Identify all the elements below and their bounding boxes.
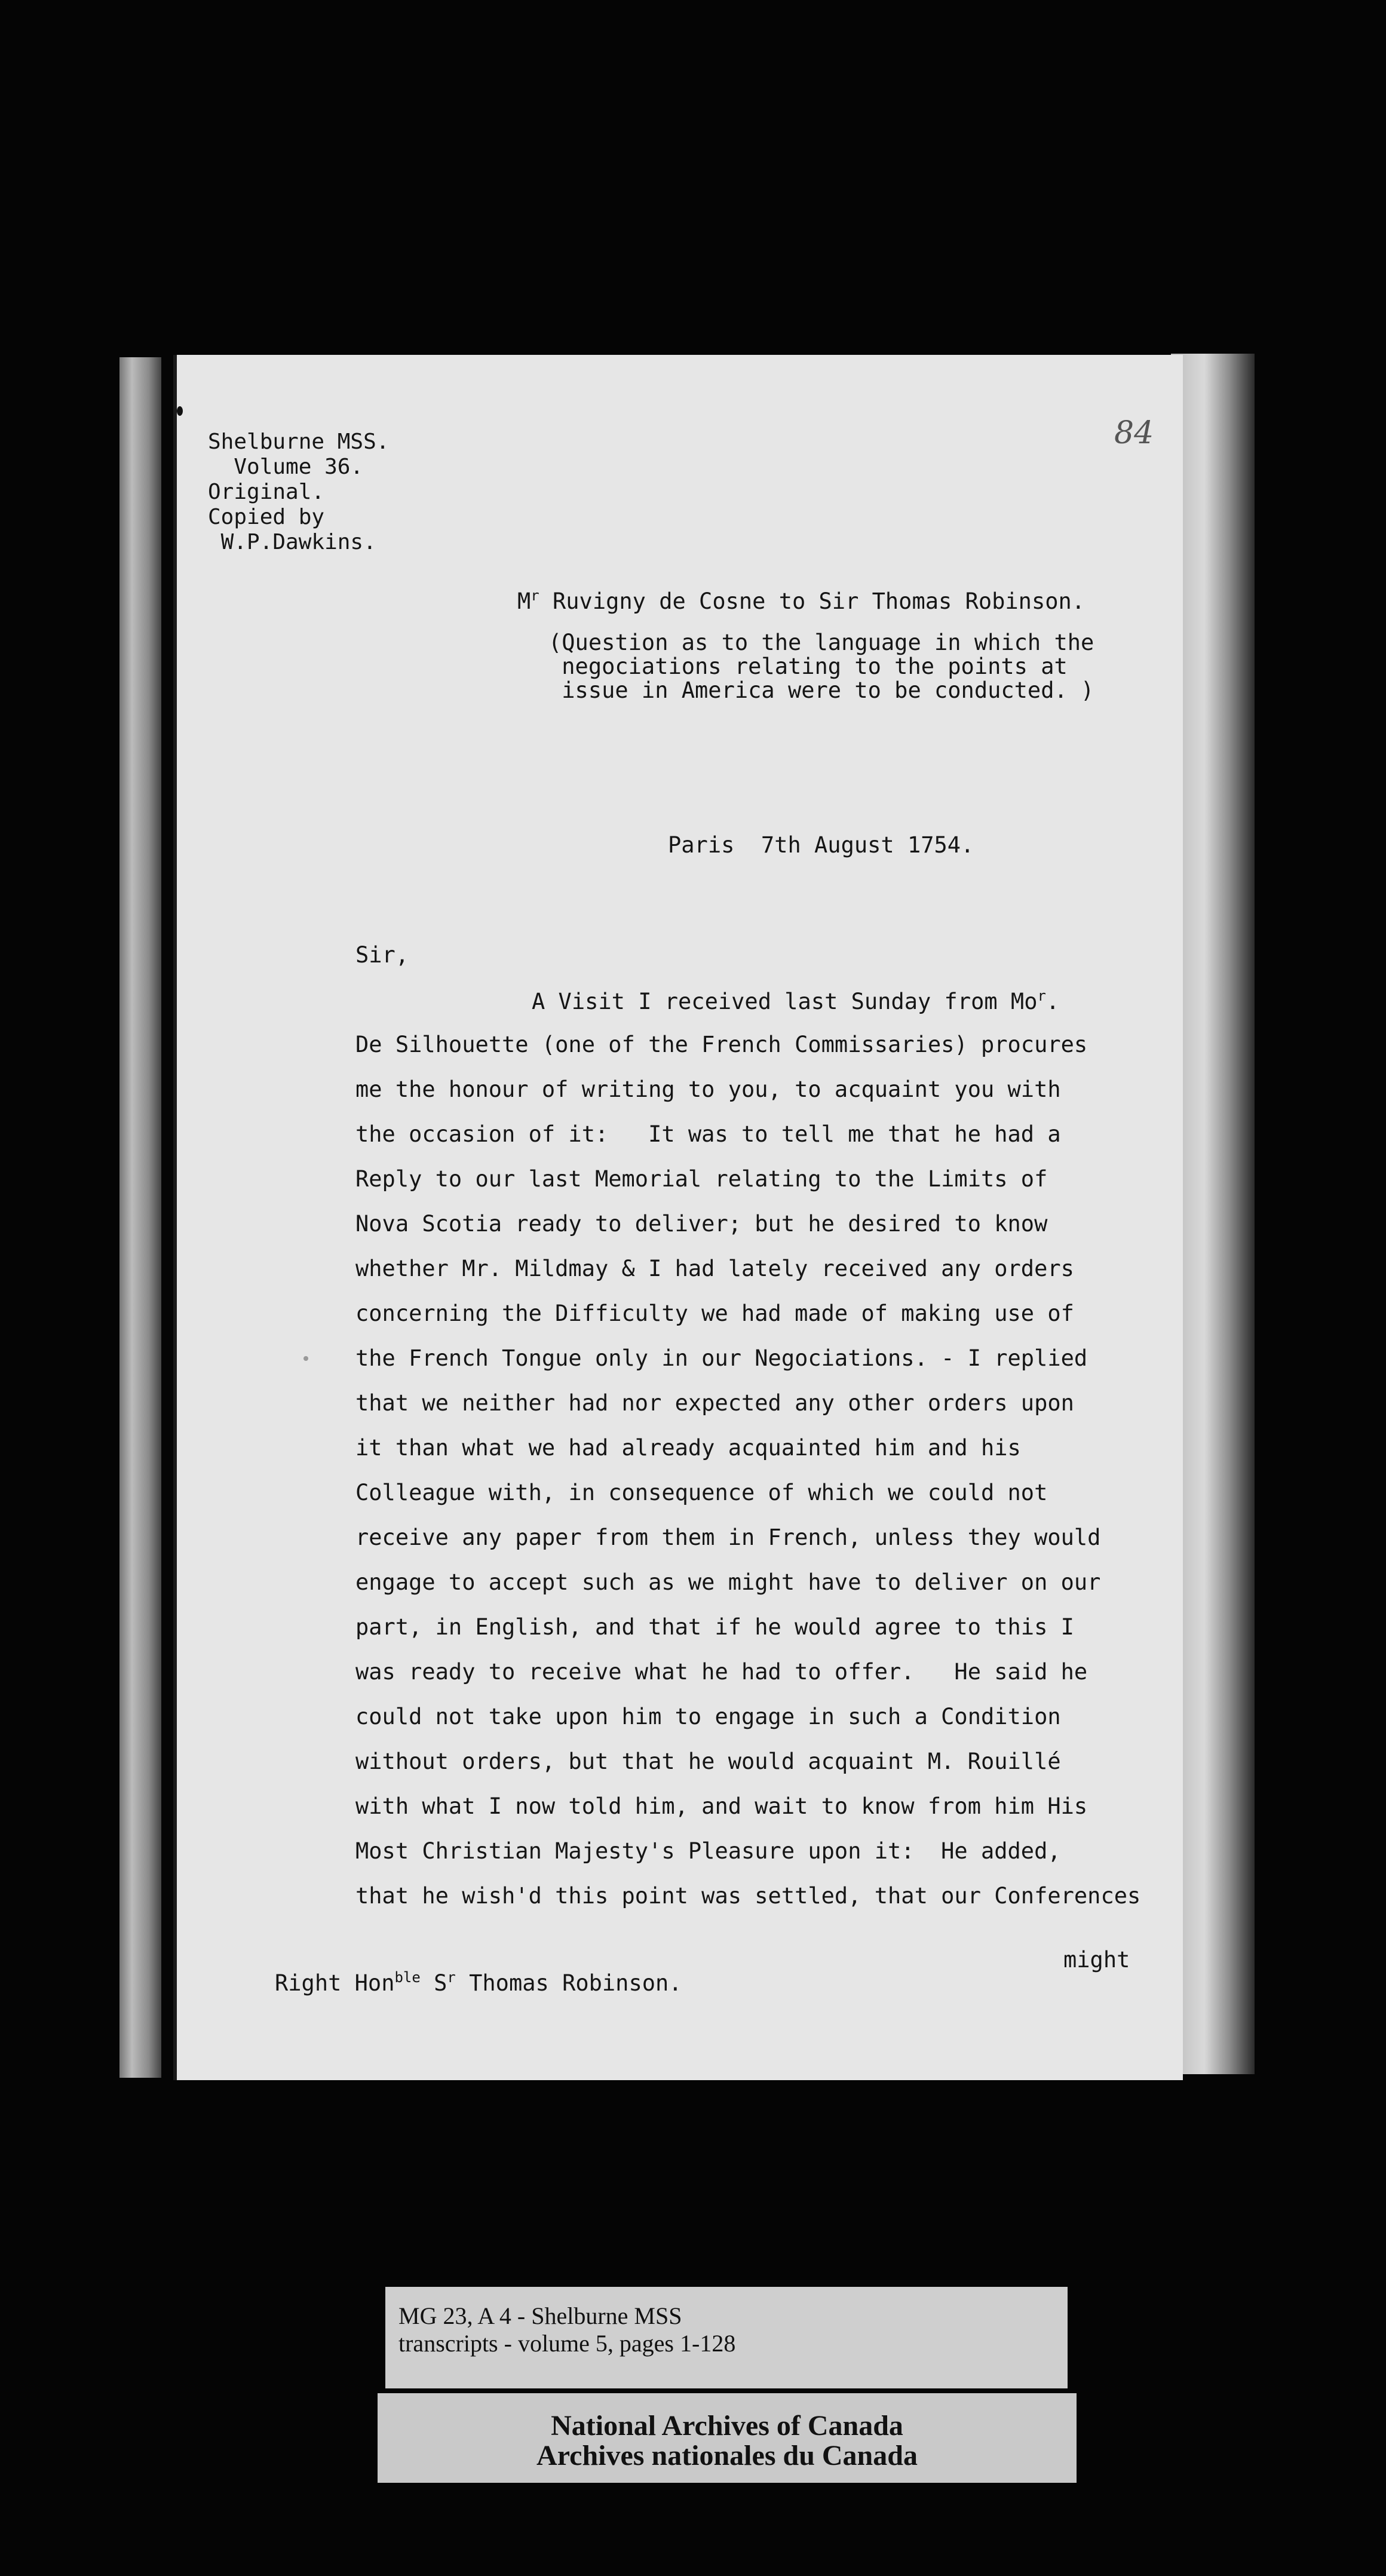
title-sup: r: [531, 587, 539, 604]
source-line-2: Volume 36.: [208, 455, 364, 479]
institution-line-2: Archives nationales du Canada: [536, 2440, 918, 2471]
dateline: Paris 7th August 1754.: [668, 832, 974, 858]
body-first-sup: r: [1037, 988, 1046, 1004]
body-line: De Silhouette (one of the French Commissaries) procures: [355, 1032, 1088, 1057]
body-line: receive any paper from them in French, unless they would: [355, 1525, 1101, 1550]
addressee: [275, 1970, 682, 1994]
source-line-1: Shelburne MSS.: [208, 430, 390, 454]
addressee-sup-1: ble: [394, 1969, 421, 1986]
body-line: Colleague with, in consequence of which we could not: [355, 1480, 1048, 1505]
body-line: part, in English, and that if he would agree to this I: [355, 1614, 1074, 1640]
body-line: could not take upon him to engage in such a Condition: [355, 1704, 1061, 1729]
archive-reference-label: [385, 2287, 1068, 2388]
body-line: whether Mr. Mildmay & I had lately received any orders: [355, 1256, 1074, 1281]
book-edge-left: [119, 357, 161, 2078]
subtitle-line-2: negociations relating to the points at: [548, 654, 1068, 679]
page-speck: [303, 1356, 308, 1361]
letter-title: [517, 588, 1085, 612]
catchword: might: [1063, 1947, 1130, 1973]
body-line-0: [532, 989, 1059, 1013]
archive-reference-line-1: MG 23, A 4 - Shelburne MSS: [398, 2302, 682, 2329]
body-line: was ready to receive what he had to offer. He said he: [355, 1659, 1088, 1685]
folio-number: 84: [1114, 415, 1154, 451]
body-line: Most Christian Majesty's Pleasure upon it: He added,: [355, 1838, 1061, 1864]
institution-label: [378, 2393, 1077, 2483]
body-line: with what I now told him, and wait to know from him His: [355, 1793, 1088, 1819]
page-mark: [177, 406, 183, 416]
source-line-3: Original.: [208, 480, 325, 504]
body-line: that he wish'd this point was settled, that our Conferences: [355, 1883, 1141, 1909]
archive-reference-line-2: transcripts - volume 5, pages 1-128: [398, 2330, 736, 2357]
source-line-5: W.P.Dawkins.: [208, 530, 376, 554]
body-line: Nova Scotia ready to deliver; but he desired to know: [355, 1211, 1048, 1237]
addressee-post: Thomas Robinson.: [455, 1970, 682, 1996]
body-line: Reply to our last Memorial relating to the Limits of: [355, 1166, 1048, 1192]
body-line: the occasion of it: It was to tell me that he had a: [355, 1121, 1061, 1147]
addressee-mid: S: [420, 1970, 447, 1996]
title-pre: M: [517, 588, 531, 614]
body-line: that we neither had nor expected any other orders upon: [355, 1390, 1074, 1416]
addressee-sup-2: r: [447, 1969, 456, 1986]
institution-line-1: National Archives of Canada: [551, 2410, 903, 2442]
body-line: engage to accept such as we might have to deliver on our: [355, 1569, 1101, 1595]
body-line: it than what we had already acquainted him and his: [355, 1435, 1021, 1461]
body-line: concerning the Difficulty we had made of making use of: [355, 1301, 1074, 1326]
body-line: without orders, but that he would acquaint M. Rouillé: [355, 1749, 1061, 1774]
body-line: the French Tongue only in our Negociations. - I replied: [355, 1345, 1088, 1371]
subtitle-line-1: (Question as to the language in which the: [548, 630, 1094, 655]
addressee-pre: Right Hon: [275, 1970, 395, 1996]
title-post: Ruvigny de Cosne to Sir Thomas Robinson.: [539, 588, 1086, 614]
body-first-pre: A Visit I received last Sunday from Mo: [532, 989, 1038, 1014]
book-pages-right: [1171, 354, 1255, 2074]
source-line-4: Copied by: [208, 505, 325, 529]
body-first-post: .: [1045, 989, 1060, 1014]
subtitle-line-3: issue in America were to be conducted. ): [548, 677, 1094, 703]
body-line: me the honour of writing to you, to acquaint you with: [355, 1077, 1061, 1102]
salutation: Sir,: [355, 942, 409, 968]
